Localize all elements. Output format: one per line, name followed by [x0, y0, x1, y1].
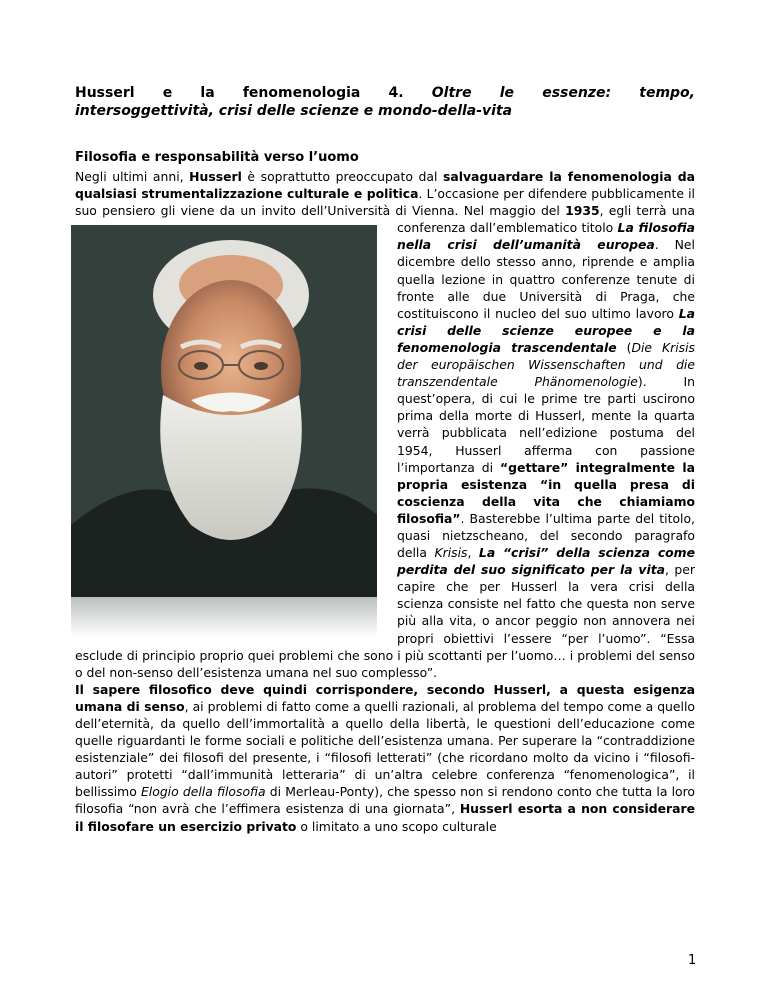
p1-text-a: Negli ultimi anni,: [75, 169, 190, 184]
p1-comma: ,: [467, 545, 479, 561]
portrait-figure: [71, 219, 389, 629]
p2-bold-opening: Il sapere filosofico deve quindi corrispondere, secondo Husserl, a questa esigenza umana di senso: [75, 681, 695, 714]
portrait-reflection: [71, 597, 377, 637]
p1-text-s: , per capire che per Husserl la vera crisi della scienza consiste nel fatto che questa non serve più alla vita, o ancor peggio non annovera nei propri obiettivi l’essere “per l’uomo”. “Essa esclude di principio proprio quei problemi che sono i più scottanti per l’uomo… i problemi del senso o del non-senso dell’esistenza umana nel suo complesso”.: [75, 562, 696, 680]
title-line-1: [75, 84, 695, 102]
title-prefix: Husserl e la fenomenologia 4.: [75, 85, 432, 101]
p1-text-m: ). In quest’opera, di cui le prime tre parti uscirono prima della morte di Husserl, mente la quarta verrà pubblicata nell’edizione postuma del 1954, Husserl afferma con passione l’importanza di: [397, 374, 695, 475]
p1-text-e: . L’occasione per difendere pubblicamente il suo pensiero gli viene da un invito dell’Università di Vienna. Nel maggio del: [75, 186, 695, 219]
paragraph-1: [75, 168, 695, 681]
section-heading: Filosofia e responsabilità verso l’uomo: [75, 150, 359, 165]
p1-bold-year: 1935: [565, 203, 600, 219]
p2-bold-esorta: Husserl esorta a non considerare il filosofare un esercizio privato: [75, 801, 695, 834]
p2-text-f: o limitato a uno scopo culturale: [296, 818, 497, 834]
portrait-painting: [71, 225, 377, 597]
paragraph-2: [75, 681, 695, 835]
p1-text-g: , egli terrà una conferenza dall’emblematico titolo: [397, 203, 695, 236]
p1-text-i: . Nel dicembre dello stesso anno, riprende e amplia quella lezione in quattro conferenze tenute di fronte alle due Università di Praga, che costituiscono il nucleo del suo ultimo lavoro: [397, 237, 696, 321]
body-text: [75, 168, 695, 835]
document-title: [75, 84, 695, 120]
p1-text-c: è soprattutto preoccupato dal: [241, 169, 443, 184]
p2-text-d: di Merleau-Ponty), che spesso non si rendono conto che tutta la loro filosofia “non avrà che l’effimera esistenza di una giornata”,: [75, 784, 695, 817]
p1-german-title: Die Krisis der europäischen Wissenschaften und die transzendentale Phänomenologie: [397, 339, 695, 390]
title-line-2: intersoggettività, crisi delle scienze e mondo-della-vita: [75, 103, 513, 119]
p1-bold-salvaguardare: salvaguardare la fenomenologia da qualsiasi strumentalizzazione culturale e politica: [75, 169, 695, 202]
p1-lecture-title: La filosofia nella crisi dell’umanità europea: [397, 220, 695, 253]
page-number: 1: [688, 953, 697, 968]
p1-paren-open: (: [616, 339, 632, 355]
husserl-portrait-image: [71, 225, 377, 597]
p1-krisis: Krisis: [434, 545, 468, 561]
p1-bold-gettare: “gettare” integralmente la propria esistenza “in quella presa di coscienza della vita che chiamiamo filosofia”: [397, 459, 695, 526]
title-italic-part: Oltre le essenze: tempo,: [431, 85, 695, 101]
p2-text-b: , ai problemi di fatto come a quelli razionali, al problema del tempo come a quello dell’eternità, da quello dell’immortalità a quello della libertà, le questioni dell’educazione come quelle riguardanti le forme sociali e politiche dell’esistenza umana. Per superare la “contraddizione esistenziale” dei filosofi del presente, i “filosofi letterati” (che ricordano molto da vicino i “filosofi-autori” protetti “dall’immunità letteraria” di un’altra celebre conferenza “fenomenologica”, il bellissimo: [75, 698, 696, 800]
p1-paragraph-title: La “crisi” della scienza come perdita del suo significato per la vita: [397, 545, 695, 578]
p2-elogio-title: Elogio della filosofia: [140, 784, 266, 800]
p1-book-title: La crisi delle scienze europee e la fenomenologia trascendentale: [397, 305, 695, 355]
p1-bold-husserl: Husserl: [189, 169, 242, 184]
p1-text-o: . Basterebbe l’ultima parte del titolo, quasi nietzscheano, del secondo paragrafo della: [397, 510, 695, 561]
